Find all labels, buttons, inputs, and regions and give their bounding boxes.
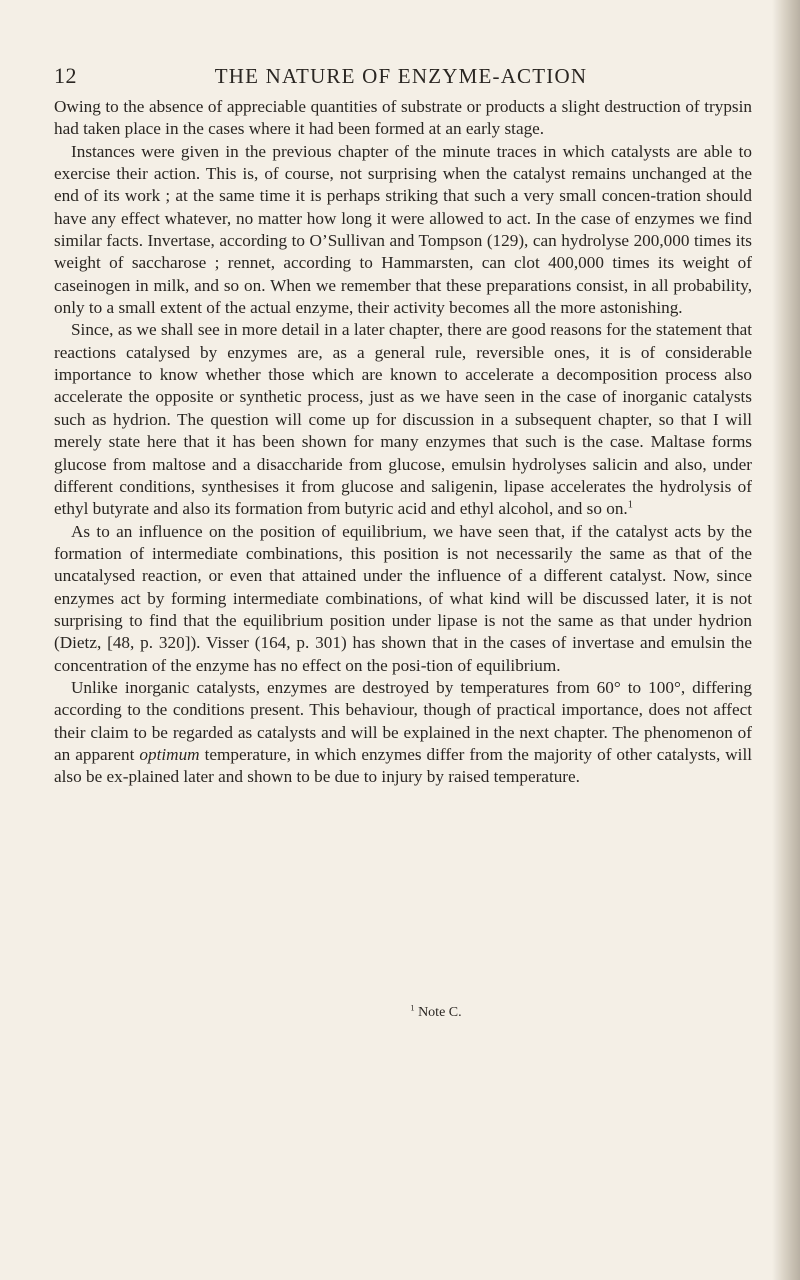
paragraph-5-text-after: temperature, in which enzymes differ from the majority of other catalysts, will also be ex-plained later and shown to be due to injury by raised temperature. <box>54 744 752 787</box>
paragraph-5 <box>54 677 752 789</box>
paragraph-3-text: Since, as we shall see in more detail in a later chapter, there are good reasons for the statement that reactions catalysed by enzymes are, as a general rule, reversible ones, it is of considerable importance to know whether those which are known to accelerate a decomposition process also accelerate the opposite or synthetic process, just as we have seen in the case of inorganic catalysts such as hydrion. The question will come up for discussion in a subsequent chapter, so that I will merely state here that it has been shown for many enzymes that such is the case. Maltase forms glucose from maltose and a disaccharide from glucose, emulsin hydrolyses salicin and also, under different conditions, synthesises it from glucose and saligenin, lipase accelerates the hydrolysis of ethyl butyrate and also its formation from butyric acid and ethyl alcohol, and so on. <box>54 320 752 519</box>
paragraph-2-text: Instances were given in the previous chapter of the minute traces in which catalysts are able to exercise their action. This is, of course, not surprising when the catalyst remains unchanged at the end of its work ; at the same time it is perhaps striking that such a very small concen-tration should have any effect whatever, no matter how long it were allowed to act. In the case of enzymes we find similar facts. Invertase, according to O’Sullivan and Tompson (129), can hydrolyse 200,000 times its weight of saccharose ; rennet, according to Hammarsten, can clot 400,000 times its weight of caseinogen in milk, and so on. When we remember that these preparations consist, in all probability, only to a small extent of the actual enzyme, their activity becomes all the more astonishing. <box>54 141 752 318</box>
footnote <box>54 1004 752 1022</box>
paragraph-1 <box>54 96 752 141</box>
paragraph-5-emphasis: optimum <box>139 744 200 764</box>
body-text <box>54 96 752 789</box>
paragraph-2 <box>54 141 752 320</box>
footnote-text: Note C. <box>418 1005 462 1020</box>
paragraph-4 <box>54 521 752 677</box>
running-head: THE NATURE OF ENZYME-ACTION <box>214 64 588 88</box>
paragraph-4-text: As to an influence on the position of equilibrium, we have seen that, if the catalyst acts by the formation of intermediate combinations, this position is not necessarily the same as that of the uncatalysed reaction, or even that attained under the influence of a different catalyst. Now, since enzymes act by forming intermediate combinations, of what kind will be discussed later, it is not surprising to find that the equilibrium position under lipase is not the same as that under hydrion (Dietz, [48, p. 320]). Visser (164, p. 301) has shown that in the cases of invertase and emulsin the concentration of the enzyme has no effect on the posi-tion of equilibrium. <box>54 521 752 675</box>
footnote-reference: 1 <box>627 499 633 511</box>
page-header <box>54 62 740 92</box>
page-edge-shadow <box>772 0 800 1280</box>
paragraph-5-text-before: Unlike inorganic catalysts, enzymes are destroyed by temperatures from 60° to 100°, differing according to the conditions present. This behaviour, though of practical importance, does not affect their claim to be regarded as catalysts and will be explained in the next chapter. The phenomenon of an apparent <box>54 677 752 764</box>
paragraph-3 <box>54 319 752 520</box>
page-number: 12 <box>54 63 77 88</box>
paragraph-1-text: Owing to the absence of appreciable quantities of substrate or products a slight destruction of trypsin had taken place in the cases where it had been formed at an early stage. <box>54 97 752 139</box>
footnote-mark: 1 <box>410 1003 415 1013</box>
